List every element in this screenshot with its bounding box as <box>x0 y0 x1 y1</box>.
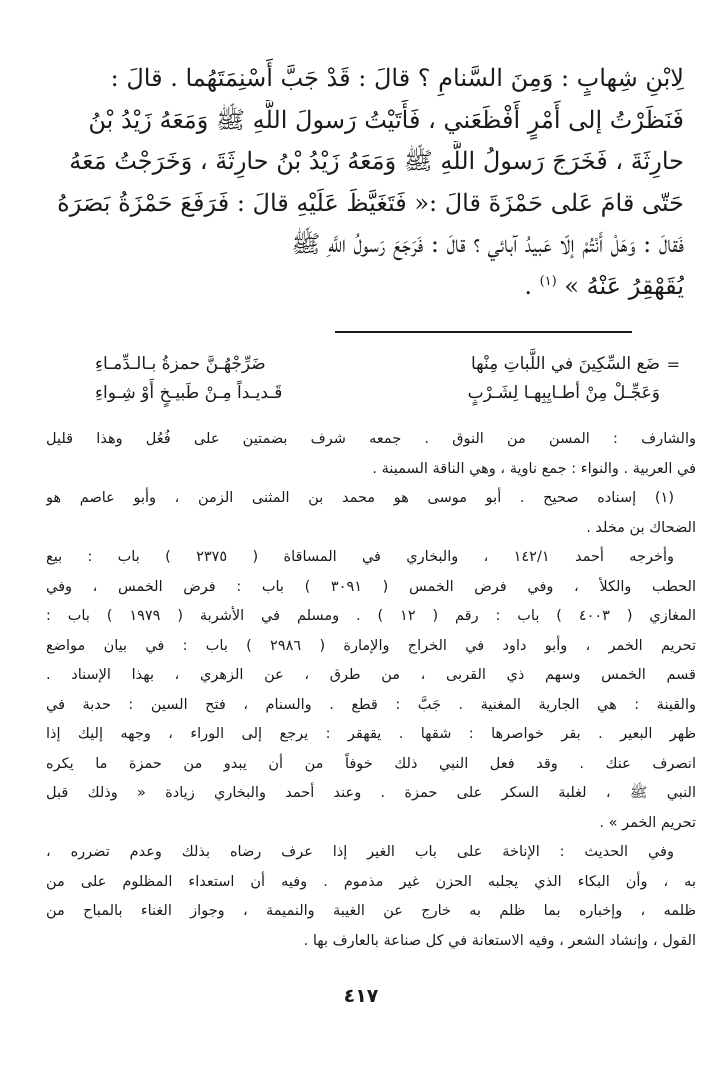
poem-verse <box>95 379 660 408</box>
verse-first-hemistich: ضَع السِّكِينَ في اللَّباتِ مِنْها <box>470 354 660 374</box>
note-line: والقينة : هي الجارية المغنية . جَبَّ : قطع . والسنام ، فتح السين : حدبة في <box>46 696 696 713</box>
note-line: والشارف : المسن من النوق . جمعه شرف بضمتين على فُعُل وهذا قليل <box>46 431 696 447</box>
verse-second-hemistich: قَـديـداً مِـنْ طَبيـخٍ أَوْ شِـواءِ <box>95 383 283 403</box>
text-line-last <box>48 266 684 308</box>
note-line: الحطب والكلأ ، وفي فرض الخمس ( ٣٠٩١ ) باب : فرض الخمس ، وفي <box>46 578 696 595</box>
note-line: وفي الحديث : الإناخة على باب الغير إذا عرف رضاه بذلك وعدم تضرره ، <box>46 844 674 860</box>
text-line: حَتّى قامَ عَلى حَمْزَةَ قالَ :« فَتَغَيَّظَ عَلَيْهِ قالَ : فَرَفَعَ حَمْزَةُ بَصَرَهُ <box>57 188 684 217</box>
text-line: فَقالَ : وَهَلْ أَنْتُمْ إلّا عَبيدُ آبائي ؟ قالَ : فَرَجَعَ رَسولُ اللَّهِ ﷺ <box>291 230 684 258</box>
verse-second-hemistich: ضَرِّجْهُـنَّ حمزةُ بـالـدِّمـاءِ <box>95 354 266 374</box>
note-line: ظهر البعير . بقر خواصرها : شقها . يقهقر : يرجع إلى الوراء ، وجهه إليك إذا <box>46 726 696 742</box>
hadith-text <box>48 58 684 307</box>
note-line: به ، وأن البكاء الذي يجلبه الحزن غير مذموم . وفيه أن استعداء المظلوم على من <box>46 873 696 890</box>
note-line: وأخرجه أحمد ١٤٢/١ ، والبخاري في المساقاة ( ٢٣٧٥ ) باب : بيع <box>46 549 675 565</box>
note-line: تحريم الخمر » . <box>599 814 696 831</box>
text-line: يُقَهْقِرُ عَنْهُ » <box>564 271 684 300</box>
note-line: ظلمه ، وإخباره بما ظلم به خارج عن الغيبة والنميمة ، وجواز الغناء بالمباح من <box>46 903 696 919</box>
note-line: المغازي ( ٤٠٠٣ ) باب : رقم ( ١٢ ) . ومسلم في الأشربة ( ١٩٧٩ ) باب : <box>46 608 696 624</box>
text-line: فَنَظَرْتُ إلى أَمْرٍ أَفْظَعَني ، فَأَتَيْتُ رَسولَ اللَّهِ ﷺ وَمَعَهُ زَيْدُ بْنُ <box>88 105 684 134</box>
poem <box>95 350 680 408</box>
note-line: الضحاك بن مخلد . <box>586 519 696 536</box>
poem-dash: = <box>666 355 680 374</box>
text-line: لِابْنِ شِهابٍ : وَمِنَ السَّنامِ ؟ قالَ : قَدْ جَبَّ أَسْنِمَتَهُما . قالَ : <box>110 64 684 92</box>
note-line: انصرف عنك . وقد فعل النبي ذلك خوفاً من أن يبدو من حمزة ما يكره <box>46 755 696 772</box>
note-line: (١) إسناده صحيح . أبو موسى هو محمد بن المثنى الزمن ، وأبو عاصم هو <box>46 490 674 506</box>
note-line: النبي ﷺ ، لغلبة السكر على حمزة . وعند أحمد والبخاري زيادة « وذلك قبل <box>46 785 696 801</box>
footnote-divider <box>335 331 632 333</box>
footnotes <box>46 425 696 956</box>
end-punctuation: . <box>524 271 540 300</box>
note-line: تحريم الخمر ، وأبو داود في الخراج والإمارة ( ٢٩٨٦ ) باب : في بيان مواضع <box>46 637 696 654</box>
note-line: قسم الخمس وسهم ذي القربى ، من طرق ، عن الزهري ، بهذا الإسناد . <box>46 667 696 683</box>
footnote-marker: (١) <box>539 273 557 289</box>
verse-first-hemistich: وَعَجِّـلْ مِنْ أطـايِبِهـا لِشَـرْبٍ <box>467 383 660 403</box>
page-number: ٤١٧ <box>343 985 379 1007</box>
note-line: في العربية . والنواء : جمع ناوية ، وهي الناقة السمينة . <box>372 460 696 477</box>
note-line: القول ، وإنشاد الشعر ، وفيه الاستعانة في كل صناعة بالعارف بها . <box>303 932 696 949</box>
poem-verse <box>95 350 660 379</box>
text-line: حارِثَةَ ، فَخَرَجَ رَسولُ اللَّهِ ﷺ وَمَعَهُ زَيْدُ بْنُ حارِثَةَ ، وَخَرَجْتُ مَعَهُ <box>69 147 684 175</box>
